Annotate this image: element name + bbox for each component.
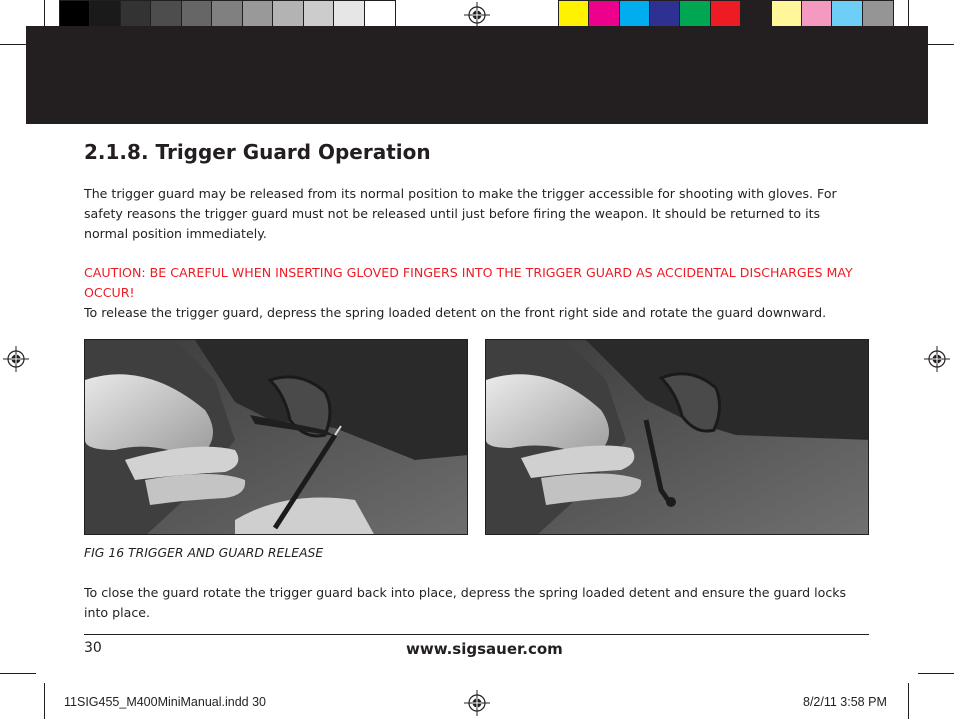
crop-mark (908, 683, 909, 719)
crop-mark (0, 44, 36, 45)
crop-mark (918, 673, 954, 674)
section-title: 2.1.8. Trigger Guard Operation (84, 140, 431, 164)
slug-date: 8/2/11 3:58 PM (803, 695, 887, 709)
slug-filename: 11SIG455_M400MiniManual.indd 30 (64, 695, 266, 709)
header-band (26, 26, 928, 124)
caution-warning (84, 263, 874, 303)
figure-caption: FIG 16 TRIGGER AND GUARD RELEASE (84, 545, 324, 560)
footer-rule (84, 634, 869, 635)
paragraph-line: safety reasons the trigger guard must not be released until just before firing the weapon. It should be returned to its (84, 206, 821, 221)
registration-mark-icon (3, 346, 29, 372)
page-number: 30 (84, 640, 102, 656)
registration-mark-icon (464, 690, 490, 716)
photo-trigger-guard-lowered (485, 339, 869, 535)
paragraph-line: The trigger guard may be released from its normal position to make the trigger accessible for shooting with gloves. For (84, 186, 837, 201)
crop-mark (908, 0, 909, 36)
close-instructions (84, 583, 874, 623)
paragraph-line: into place. (84, 605, 151, 620)
paragraph-line: To close the guard rotate the trigger guard back into place, depress the spring loaded detent and ensure the guard locks (84, 585, 847, 600)
photo-trigger-guard-release-tool (84, 339, 468, 535)
release-instructions: To release the trigger guard, depress the spring loaded detent on the front right side and rotate the guard downward. (84, 305, 827, 320)
paragraph-line: normal position immediately. (84, 226, 267, 241)
intro-paragraph (84, 184, 874, 244)
crop-mark (44, 683, 45, 719)
crop-mark (0, 673, 36, 674)
website-link[interactable]: www.sigsauer.com (406, 640, 563, 658)
caution-line: OCCUR! (84, 285, 135, 300)
caution-line: CAUTION: BE CAREFUL WHEN INSERTING GLOVED FINGERS INTO THE TRIGGER GUARD AS ACCIDENTAL DISCHARGES MAY (84, 265, 853, 280)
crop-mark (44, 0, 45, 36)
registration-mark-icon (924, 346, 950, 372)
registration-mark-icon (464, 2, 490, 28)
crop-mark (918, 44, 954, 45)
